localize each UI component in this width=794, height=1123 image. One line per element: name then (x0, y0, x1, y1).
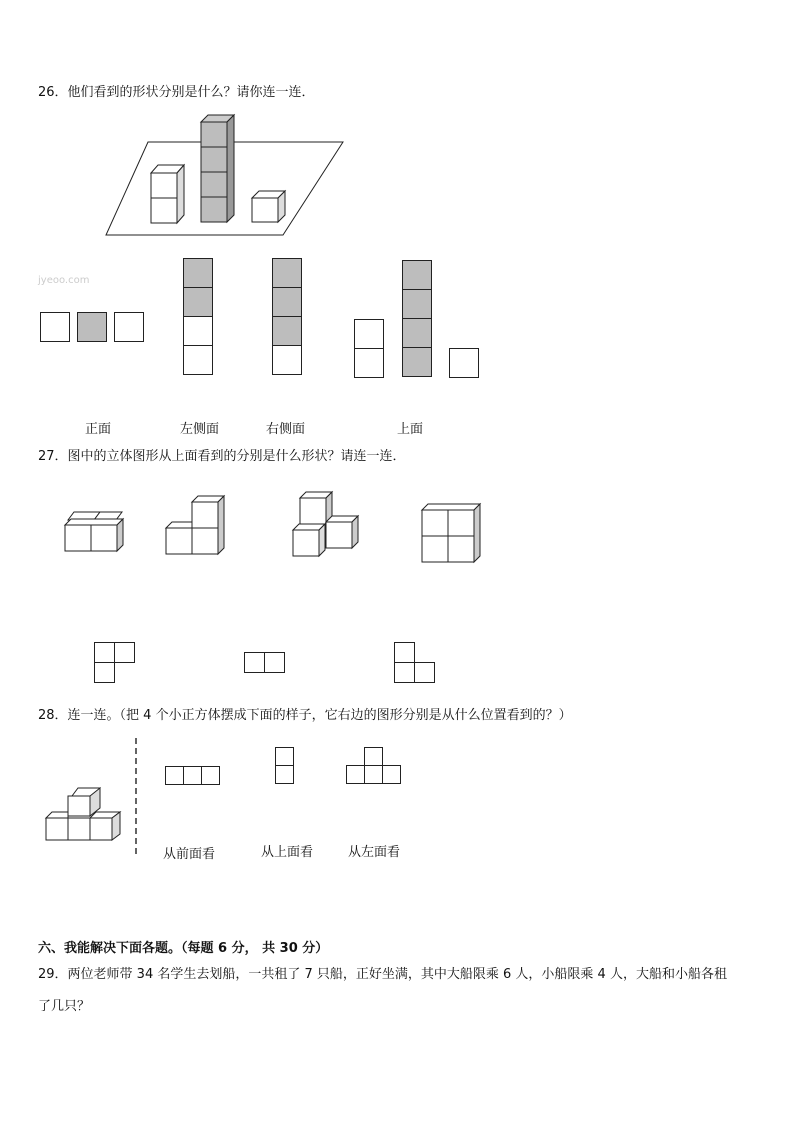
label-top: 上面 (397, 422, 424, 437)
q26-title: 26．他们看到的形状分别是什么？请你连一连． (38, 85, 315, 100)
q27-top-view-two-squares (244, 652, 286, 673)
section6-heading: 六、我能解决下面各题。（每题 6 分， 共 30 分） (38, 941, 329, 956)
q27-top-view-corner-shape (394, 642, 436, 684)
q28-view-t-shape (346, 747, 402, 785)
shape-side-composite (354, 260, 480, 378)
q27-solid-2 (164, 492, 228, 556)
label-right-side: 右侧面 (266, 422, 306, 437)
q27-solid-4 (418, 500, 484, 566)
q28-title: 28．连一连。（把 4 个小正方体摆成下面的样子，它右边的图形分别是从什么位置看到的？） (38, 708, 572, 723)
dashed-divider (133, 738, 139, 858)
q27-title: 27．图中的立体图形从上面看到的分别是什么形状？请连一连． (38, 449, 406, 464)
q27-top-view-L-shape (94, 642, 136, 684)
label-from-front: 从前面看 (163, 847, 216, 862)
q27-solid-1 (62, 508, 126, 554)
q26-3d-scene (100, 110, 350, 240)
q27-solid-3 (290, 490, 362, 560)
label-from-left: 从左面看 (348, 845, 401, 860)
q29-line2: 了几只？ (38, 999, 91, 1014)
q28-view-row-of-three (165, 766, 221, 785)
q28-view-column-of-two (275, 747, 294, 785)
q29-line1: 29．两位老师带 34 名学生去划船，一共租了 7 只船，正好坐满，其中大船限乘 6 人，小船限乘 4 人，大船和小船各租 (38, 967, 727, 982)
label-left-side: 左侧面 (180, 422, 220, 437)
shape-column-3gray-1white (272, 258, 302, 376)
shape-column-2gray-2white (183, 258, 213, 376)
label-front: 正面 (85, 422, 112, 437)
watermark: jyeoo.com (38, 275, 90, 286)
label-from-top: 从上面看 (261, 845, 314, 860)
q28-solid (44, 784, 126, 844)
shape-row-of-three (40, 312, 144, 342)
